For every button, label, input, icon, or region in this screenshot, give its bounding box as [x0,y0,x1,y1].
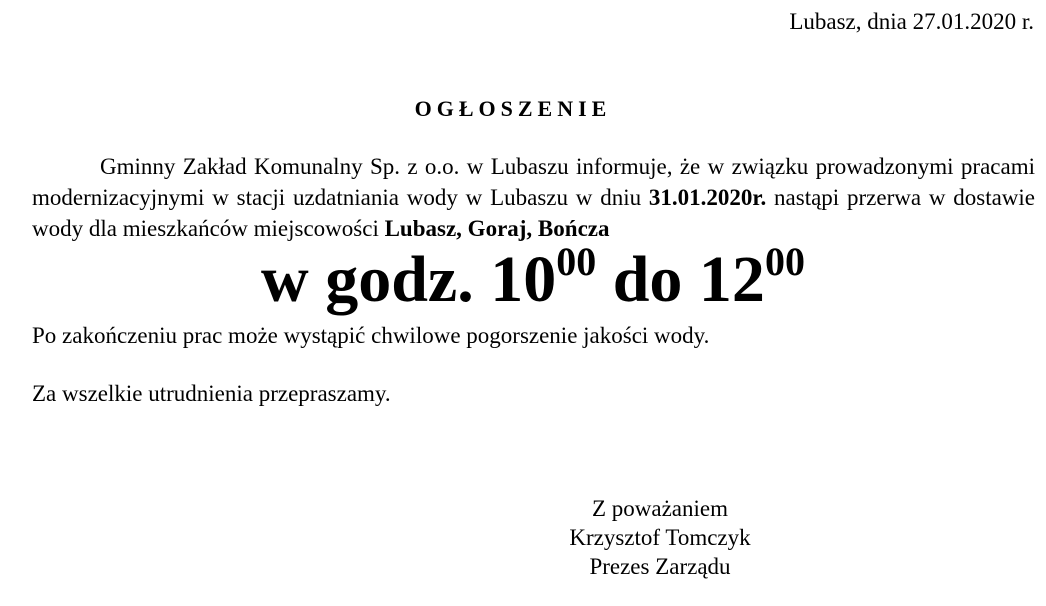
announcement-title: OGŁOSZENIE [414,96,612,121]
body-text-part2: nastąpi przerwa w dostawie wody dla mieszkańców miejscowości [32,185,1035,241]
hours-prefix: w godz. 10 [261,243,557,316]
signature-name: Krzysztof Tomczyk [569,525,751,550]
signature-position: Prezes Zarządu [589,554,731,579]
outage-hours [0,240,1046,320]
hours-end-minutes: 00 [764,239,805,284]
apology-text: Za wszelkie utrudnienia przepraszamy. [32,381,391,406]
after-works-note: Po zakończeniu prac może wystąpić chwilowe pogorszenie jakości wody. [32,323,710,348]
announcement-body [32,151,1035,244]
outage-date: 31.01.2020r. [648,185,767,210]
affected-places: Lubasz, Goraj, Bończa [384,216,610,241]
hours-start-minutes: 00 [556,239,597,284]
signature-block [560,494,760,581]
body-text-part1: Gminny Zakład Komunalny Sp. z o.o. w Lubaszu informuje, że w związku prowadzonymi pracami modernizacyjnymi w stacji uzdatniania wody w Lubaszu w dniu [32,154,1035,210]
signature-closing: Z poważaniem [591,496,729,521]
hours-middle: do 12 [596,243,765,316]
document-date: Lubasz, dnia 27.01.2020 r. [789,9,1034,34]
